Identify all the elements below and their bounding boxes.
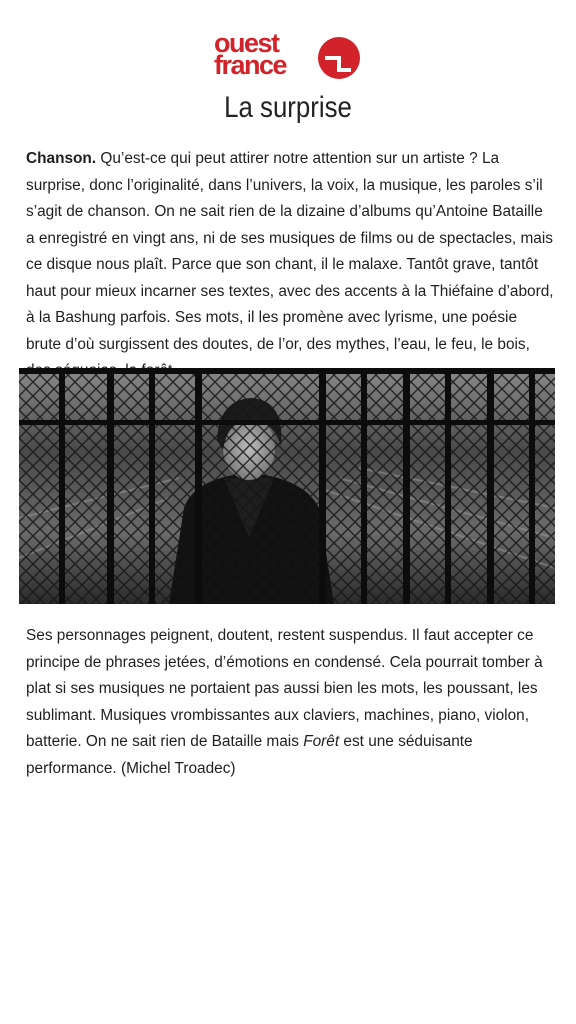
article-title: La surprise xyxy=(224,91,352,124)
article-paragraph-2 xyxy=(26,623,554,782)
paragraph-1-text: Qu’est-ce qui peut attirer notre attention sur un artiste ? La surprise, donc l’originalité, dans l’univers, la voix, la musique, les paroles s’il s’agit de chanson. On ne sait rien de la dizaine d’albums qu’Antoine Bataille a enregistré en vingt ans, ni de ses musiques de films ou de spectacles, mais ce disque nous plaît. Parce que son chant, il le malaxe. Tantôt grave, tantôt haut pour mieux incarner ses textes, avec des accents à la Thiéfaine d’abord, à la Bashung parfois. Ses mots, il les promène avec lyrisme, une poésie brute d’où surgissent des doutes, de l’or, des mythes, l’eau, le feu, le bois, xyxy=(26,150,554,353)
logo-wordmark xyxy=(214,28,287,80)
article-photo xyxy=(19,368,555,604)
section-label: Chanson. xyxy=(26,150,97,167)
ouest-france-emblem-icon xyxy=(317,36,361,80)
paragraph-2-text-a: Ses personnages peignent, doutent, restent suspendus. Il faut accepter ce principe de phrases jetées, d’émotions en condensé. Cela pourrait tomber à plat si ses musiques ne portaient pas aussi bien les mots, les poussant, les sublimant. Musiques vrombissantes aux claviers, machines, piano, violon, batterie. On ne sait rien de Bataille mais xyxy=(26,627,543,750)
logo-line-1: ouest xyxy=(214,28,279,58)
paragraph-2-text-b: est une séduisante performance. (Michel Troadec) xyxy=(26,733,473,777)
article-paragraph-1 xyxy=(26,146,554,385)
logo-line-2: france xyxy=(214,50,287,80)
photo-artist-behind-fence-icon xyxy=(19,368,555,604)
album-title: Forêt xyxy=(303,733,340,750)
ouest-france-logo xyxy=(214,28,362,82)
